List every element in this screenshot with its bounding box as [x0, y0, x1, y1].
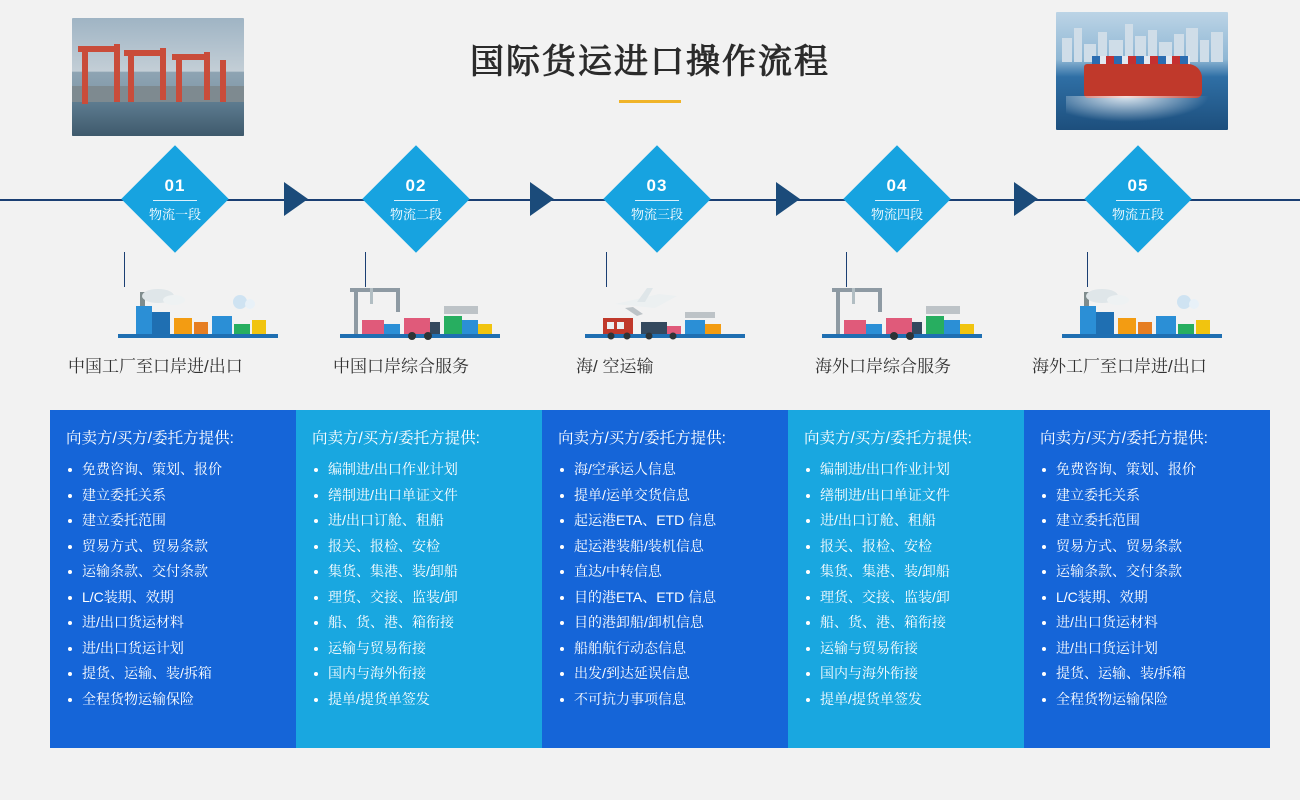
stage-number: 02 — [405, 175, 427, 195]
port-crane-truck-icon — [340, 282, 500, 342]
stage-node-03[interactable] — [603, 145, 711, 253]
stage-caption: 海外口岸综合服务 — [815, 357, 951, 376]
list-item: 直达/中转信息 — [558, 559, 774, 585]
timeline-arrow — [284, 182, 308, 216]
list-item: 海/空承运人信息 — [558, 457, 774, 483]
factory-icon — [118, 282, 278, 342]
stage-card-02 — [296, 410, 542, 748]
stage-node-04[interactable] — [843, 145, 951, 253]
list-item: 船、货、港、箱衔接 — [804, 610, 1020, 636]
list-item: 起运港ETA、ETD 信息 — [558, 508, 774, 534]
card-item-list — [1040, 457, 1256, 712]
list-item: 目的港卸船/卸机信息 — [558, 610, 774, 636]
card-title: 向卖方/买方/委托方提供: — [804, 430, 972, 447]
list-item: L/C装期、效期 — [1040, 585, 1256, 611]
card-item-list — [558, 457, 774, 712]
stage-label: 物流三段 — [630, 206, 683, 222]
container-ship-at-sea-photo — [1056, 12, 1228, 130]
list-item: 进/出口订舱、租船 — [804, 508, 1020, 534]
list-item: 起运港装船/装机信息 — [558, 534, 774, 560]
stage-label: 物流四段 — [870, 206, 923, 222]
list-item: 免费咨询、策划、报价 — [1040, 457, 1256, 483]
factory-icon — [1062, 282, 1222, 342]
list-item: 建立委托关系 — [66, 483, 282, 509]
title-underline — [619, 100, 681, 103]
stage-node-05[interactable] — [1084, 145, 1192, 253]
stage-label: 物流五段 — [1111, 206, 1164, 222]
stage-number: 03 — [646, 175, 668, 195]
divider — [875, 200, 919, 201]
list-item: 不可抗力事项信息 — [558, 687, 774, 713]
divider — [153, 200, 197, 201]
list-item: 贸易方式、贸易条款 — [66, 534, 282, 560]
list-item: 国内与海外衔接 — [312, 661, 528, 687]
stage-number: 04 — [886, 175, 908, 195]
list-item: 进/出口货运计划 — [1040, 636, 1256, 662]
list-item: 编制进/出口作业计划 — [804, 457, 1020, 483]
list-item: 运输与贸易衔接 — [804, 636, 1020, 662]
card-title: 向卖方/买方/委托方提供: — [1040, 430, 1208, 447]
list-item: 提货、运输、装/拆箱 — [66, 661, 282, 687]
card-item-list — [66, 457, 282, 712]
list-item: 贸易方式、贸易条款 — [1040, 534, 1256, 560]
list-item: 理货、交接、监装/卸 — [804, 585, 1020, 611]
timeline-arrow — [1014, 182, 1038, 216]
list-item: 理货、交接、监装/卸 — [312, 585, 528, 611]
list-item: 报关、报检、安检 — [804, 534, 1020, 560]
stage-label: 物流二段 — [389, 206, 442, 222]
list-item: 建立委托关系 — [1040, 483, 1256, 509]
timeline-arrow — [776, 182, 800, 216]
page-title: 国际货运进口操作流程 — [470, 43, 830, 81]
stage-caption: 海/ 空运输 — [576, 357, 654, 376]
stage-node-01[interactable] — [121, 145, 229, 253]
stage-card-05 — [1024, 410, 1270, 748]
air-sea-transport-icon — [585, 282, 745, 342]
list-item: 提单/提货单签发 — [804, 687, 1020, 713]
list-item: 免费咨询、策划、报价 — [66, 457, 282, 483]
list-item: 编制进/出口作业计划 — [312, 457, 528, 483]
stage-card-03 — [542, 410, 788, 748]
list-item: 运输条款、交付条款 — [1040, 559, 1256, 585]
stage-node-02[interactable] — [362, 145, 470, 253]
list-item: 出发/到达延误信息 — [558, 661, 774, 687]
list-item: 缮制进/出口单证文件 — [312, 483, 528, 509]
list-item: 集货、集港、装/卸船 — [312, 559, 528, 585]
list-item: 船、货、港、箱衔接 — [312, 610, 528, 636]
list-item: 建立委托范围 — [66, 508, 282, 534]
timeline-arrow — [530, 182, 554, 216]
list-item: 船舶航行动态信息 — [558, 636, 774, 662]
list-item: 报关、报检、安检 — [312, 534, 528, 560]
card-title: 向卖方/买方/委托方提供: — [66, 430, 234, 447]
stage-caption: 中国口岸综合服务 — [333, 357, 469, 376]
list-item: 进/出口货运计划 — [66, 636, 282, 662]
list-item: 进/出口货运材料 — [1040, 610, 1256, 636]
divider — [394, 200, 438, 201]
list-item: 全程货物运输保险 — [66, 687, 282, 713]
list-item: 提单/运单交货信息 — [558, 483, 774, 509]
list-item: 国内与海外衔接 — [804, 661, 1020, 687]
port-crane-truck-icon — [822, 282, 982, 342]
stage-caption: 中国工厂至口岸进/出口 — [68, 357, 243, 376]
divider — [635, 200, 679, 201]
stage-number: 05 — [1127, 175, 1149, 195]
card-item-list — [312, 457, 528, 712]
card-title: 向卖方/买方/委托方提供: — [558, 430, 726, 447]
divider — [1116, 200, 1160, 201]
list-item: 全程货物运输保险 — [1040, 687, 1256, 713]
list-item: 缮制进/出口单证文件 — [804, 483, 1020, 509]
stage-label: 物流一段 — [148, 206, 201, 222]
stage-card-01 — [50, 410, 296, 748]
stage-caption: 海外工厂至口岸进/出口 — [1032, 357, 1207, 376]
list-item: 运输与贸易衔接 — [312, 636, 528, 662]
card-item-list — [804, 457, 1020, 712]
list-item: 提货、运输、装/拆箱 — [1040, 661, 1256, 687]
list-item: 集货、集港、装/卸船 — [804, 559, 1020, 585]
port-container-terminal-photo — [72, 18, 244, 136]
list-item: 目的港ETA、ETD 信息 — [558, 585, 774, 611]
list-item: 进/出口货运材料 — [66, 610, 282, 636]
card-title: 向卖方/买方/委托方提供: — [312, 430, 480, 447]
list-item: 运输条款、交付条款 — [66, 559, 282, 585]
list-item: 进/出口订舱、租船 — [312, 508, 528, 534]
list-item: L/C装期、效期 — [66, 585, 282, 611]
stage-number: 01 — [164, 175, 186, 195]
list-item: 建立委托范围 — [1040, 508, 1256, 534]
stage-card-04 — [788, 410, 1034, 748]
list-item: 提单/提货单签发 — [312, 687, 528, 713]
